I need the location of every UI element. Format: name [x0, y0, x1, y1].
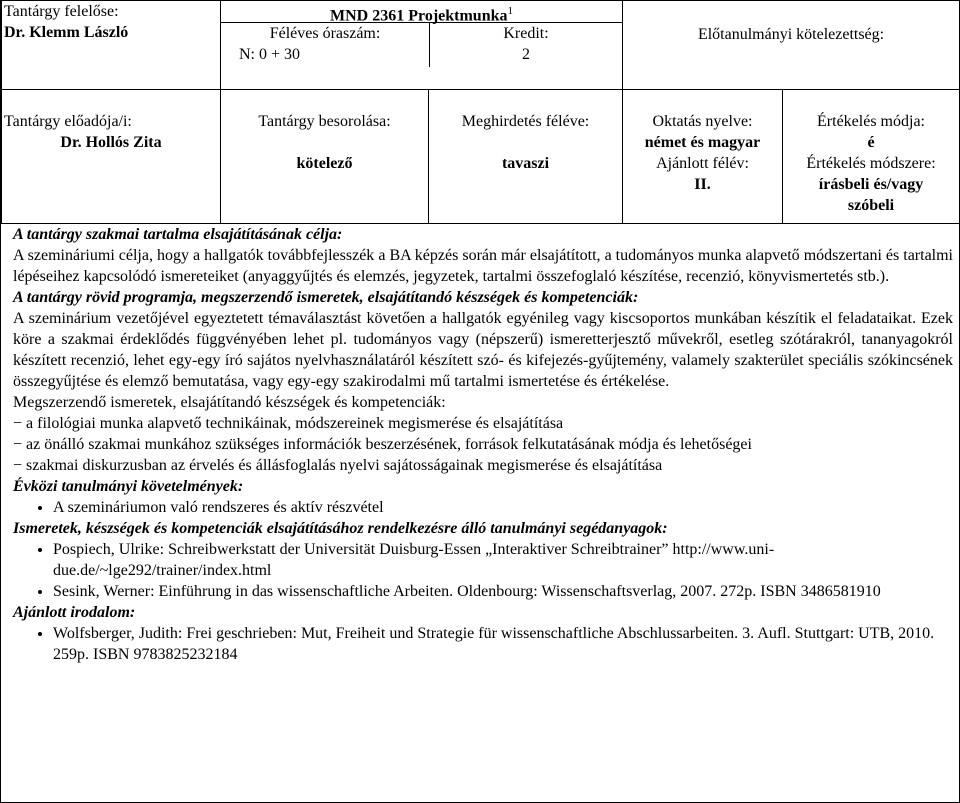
materials-list	[13, 539, 953, 602]
responsible-label: Tantárgy felelőse:	[4, 3, 119, 20]
title-cell	[221, 1, 623, 90]
semester-value: tavaszi	[501, 154, 550, 172]
semester-cell	[429, 111, 623, 224]
hours-value: N: 0 + 30	[239, 46, 301, 63]
credit-value: 2	[522, 46, 530, 63]
classification-label: Tantárgy besorolása:	[258, 112, 391, 130]
material-item: • Pospiech, Ulrike: Schreibwerkstatt der Universität Duisburg-Essen „Interaktiver Schreibtrainer” http://www.uni-due.de/~lge292/trainer/index.html	[53, 539, 953, 581]
responsible-cell	[2, 1, 221, 90]
course-title: MND 2361 Projektmunka$^1$	[221, 1, 622, 23]
credit-label: Kredit:	[503, 25, 549, 42]
program-text: A szeminárium vezetőjével egyeztetett témaválasztást követően a hallgatók egyénileg vagy kiscsoportos munkában készítik el feladataikat. Ezek köre a szakmai érdeklődés függvényében lehet pl. tudományos vagy (népszerű) ismeretterjesztő művekről, esetleg szótárakról, tananyagokról készített recenzió, lehet egy-egy író sajátos nyelvhasználatáról készített szó- és kifejezés-gyűjtemény, valamely szakterület speciális szókincsének összegyűjtése és elemző bemutatása, vagy egy-egy szakirodalmi mű tartalmi ismertetése és értékelése.	[13, 309, 953, 390]
lecturer-cell	[2, 111, 221, 224]
program-heading: A tantárgy rövid programja, megszerzendő ismeretek, elsajátítandó készségek és kompetenciák:	[13, 288, 639, 306]
language-value: német és magyar	[644, 133, 761, 151]
competence-item: − az önálló szakmai munkához szükséges információk beszerzésének, források felkutatásának módja és lehetőségei	[13, 435, 752, 453]
classification-value: kötelező	[296, 154, 353, 172]
lecturer-name: Dr. Hollós Zita	[60, 133, 162, 151]
language-cell	[623, 111, 783, 224]
credit-cell	[430, 23, 622, 67]
recommended-label: Ajánlott félév:	[656, 154, 749, 172]
literature-heading: Ajánlott irodalom:	[13, 603, 136, 621]
literature-item: • Wolfsberger, Judith: Frei geschrieben: Mut, Freiheit und Strategie für wissenschaftliche Abschlussarbeiten. 3. Aufl. Stuttgart: UTB, 2010. 259p. ISBN 9783825232184	[53, 623, 953, 665]
requirements-list	[13, 497, 953, 518]
goal-text: A szemináriumi célja, hogy a hallgatók továbbfejlesszék a BA képzés során már elsajátított, a tudományos munka alapvető módszertani és tartalmi lépéseihez kapcsolódó ismereteiket (anyaggyűjtés és elemzés, jegyzetek, tartalmi összefoglaló készítése, recenzió, könyvismertetés stb.).	[13, 246, 953, 285]
semester-label: Meghirdetés féléve:	[461, 112, 590, 130]
prereq-cell	[623, 1, 960, 90]
recommended-value: II.	[694, 175, 711, 193]
goal-heading: A tantárgy szakmai tartalma elsajátításának célja:	[13, 225, 343, 243]
prereq-label: Előtanulmányi kötelezettség:	[697, 26, 885, 43]
competence-heading: Megszerzendő ismeretek, elsajátítandó készségek és kompetenciák:	[13, 393, 446, 411]
materials-heading: Ismeretek, készségek és kompetenciák elsajátításához rendelkezésre álló tanulmányi segédanyagok:	[13, 519, 668, 537]
course-content	[1, 224, 959, 665]
hours-cell	[221, 23, 430, 67]
eval-method-label: Értékelés módszere:	[806, 154, 936, 172]
footnote-marker: 1	[507, 5, 513, 17]
competence-item: − szakmai diskurzusban az érvelés és állásfoglalás nyelvi sajátosságainak megismerése és elsajátítása	[13, 456, 663, 474]
literature-list	[13, 623, 953, 665]
material-item: • Sesink, Werner: Einführung in das wissenschaftliche Arbeiten. Oldenbourg: Wissenschaftsverlag, 2007. 272p. ISBN 3486581910	[53, 581, 953, 602]
evaluation-cell	[783, 111, 960, 224]
eval-mode-value: é	[867, 133, 875, 151]
eval-method-value-1: írásbeli és/vagy	[818, 175, 924, 193]
eval-method-value-2: szóbeli	[847, 196, 895, 214]
eval-mode-label: Értékelés módja:	[817, 112, 925, 130]
competence-item: − a filológiai munka alapvető technikáinak, módszereinek megismerése és elsajátítása	[13, 414, 564, 432]
language-label: Oktatás nyelve:	[652, 112, 753, 130]
requirement-item: • A szemináriumon való rendszeres és aktív részvétel	[53, 497, 953, 518]
classification-cell	[221, 111, 429, 224]
competence-list	[13, 413, 953, 476]
requirements-heading: Évközi tanulmányi követelmények:	[13, 477, 244, 495]
lecturer-label: Tantárgy előadója/i:	[4, 112, 132, 130]
course-header-table	[1, 1, 960, 224]
hours-label: Féléves óraszám:	[269, 25, 381, 42]
responsible-name: Dr. Klemm László	[4, 24, 129, 41]
